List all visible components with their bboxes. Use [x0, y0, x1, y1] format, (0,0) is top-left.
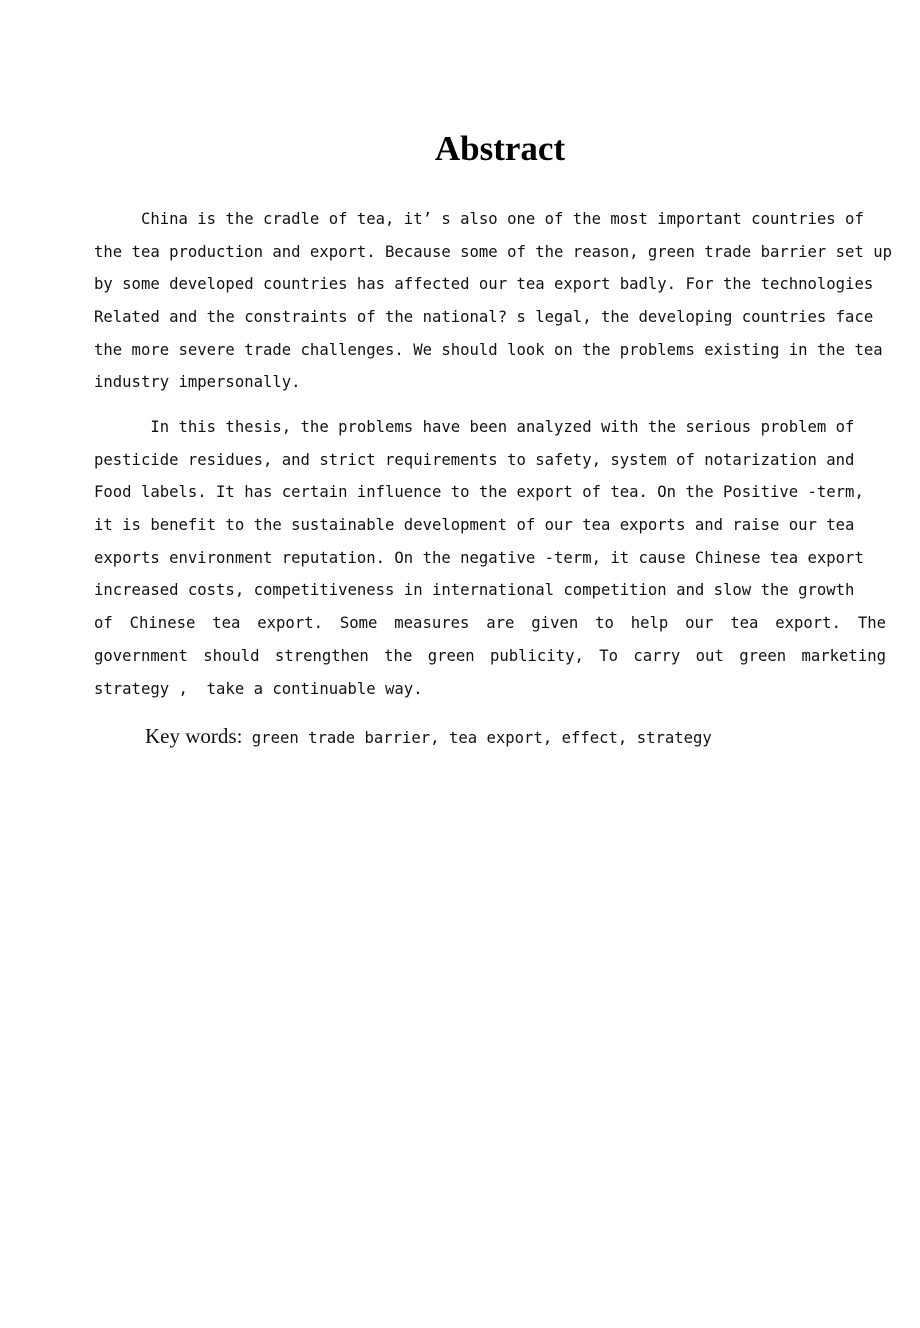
- paragraph-line: of Chinese tea export. Some measures are given to help our tea export. The: [94, 614, 886, 633]
- paragraph-line: strategy , take a continuable way.: [94, 679, 423, 698]
- paragraph-line: increased costs, competitiveness in international competition and slow the growth: [94, 581, 855, 600]
- keywords-label: Key words:: [145, 724, 243, 748]
- paragraph-line: the tea production and export. Because some of the reason, green trade barrier set up: [94, 242, 892, 261]
- keywords-line: [145, 720, 712, 754]
- paragraph-line: industry impersonally.: [94, 373, 301, 392]
- abstract-paragraph-1: [94, 203, 892, 399]
- keywords-values: green trade barrier, tea export, effect, strategy: [242, 729, 712, 747]
- paragraph-line: In this thesis, the problems have been analyzed with the serious problem of: [94, 418, 855, 436]
- paragraph-line: Food labels. It has certain influence to the export of tea. On the Positive -term,: [94, 483, 864, 502]
- paragraph-line: it is benefit to the sustainable development of our tea exports and raise our tea: [94, 516, 855, 535]
- paragraph-line: government should strengthen the green publicity, To carry out green marketing: [94, 646, 886, 665]
- page-title: Abstract: [434, 129, 566, 168]
- paragraph-line: China is the cradle of tea, it’ s also one of the most important countries of: [94, 210, 864, 228]
- paragraph-line: exports environment reputation. On the negative -term, it cause Chinese tea export: [94, 548, 864, 567]
- paragraph-line: by some developed countries has affected our tea export badly. For the technologies: [94, 275, 874, 294]
- paragraph-line: the more severe trade challenges. We should look on the problems existing in the tea: [94, 340, 883, 359]
- paragraph-line: pesticide residues, and strict requirements to safety, system of notarization and: [94, 450, 855, 469]
- abstract-paragraph-2: [94, 411, 886, 705]
- paragraph-line: Related and the constraints of the national? s legal, the developing countries face: [94, 308, 874, 327]
